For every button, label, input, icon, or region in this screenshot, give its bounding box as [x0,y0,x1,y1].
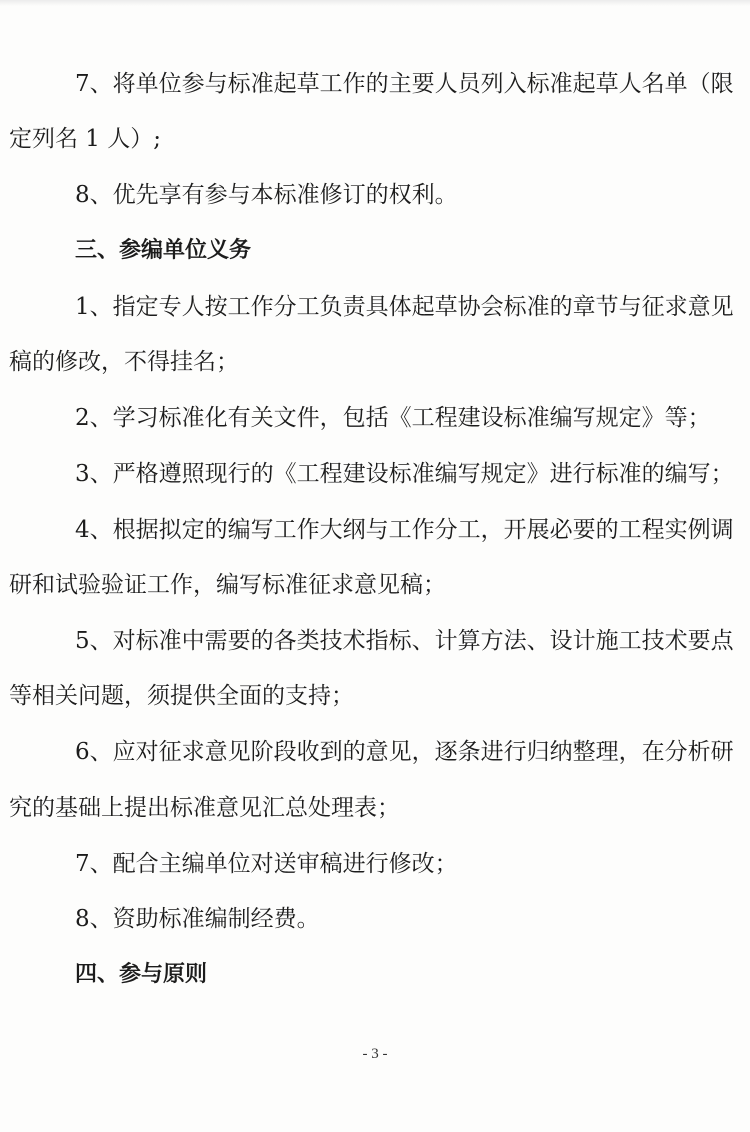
paragraph-line: 研和试验验证工作，编写标准征求意见稿； [9,572,446,598]
paragraph-line: 6、应对征求意见阶段收到的意见，逐条进行归纳整理，在分析研 [75,739,734,765]
paragraph-line: 等相关问题，须提供全面的支持； [9,683,354,709]
paragraph-line: 定列名 1 人）; [9,126,162,152]
paragraph-line: 4、根据拟定的编写工作大纲与工作分工，开展必要的工程实例调 [75,517,734,543]
page-number: - 3 - [362,1046,388,1062]
paragraph-line: 5、对标准中需要的各类技术指标、计算方法、设计施工技术要点 [75,628,734,654]
section-heading: 三、参编单位义务 [75,238,252,263]
paragraph-line: 3、严格遵照现行的《工程建设标准编写规定》进行标准的编写； [75,461,734,487]
paragraph-line: 7、将单位参与标准起草工作的主要人员列入标准起草人名单（限 [75,71,734,97]
paragraph-line: 1、指定专人按工作分工负责具体起草协会标准的章节与征求意见 [75,294,734,320]
paragraph-line: 7、配合主编单位对送审稿进行修改； [75,851,458,877]
section-heading: 四、参与原则 [75,962,208,987]
paragraph-line: 8、优先享有参与本标准修订的权利。 [75,182,458,208]
page-top-edge [0,0,750,6]
paragraph-line: 稿的修改，不得挂名； [9,349,239,375]
paragraph-line: 究的基础上提出标准意见汇总处理表； [9,795,400,821]
paragraph-line: 8、资助标准编制经费。 [75,906,320,932]
paragraph-line: 2、学习标准化有关文件，包括《工程建设标准编写规定》等； [75,405,711,431]
